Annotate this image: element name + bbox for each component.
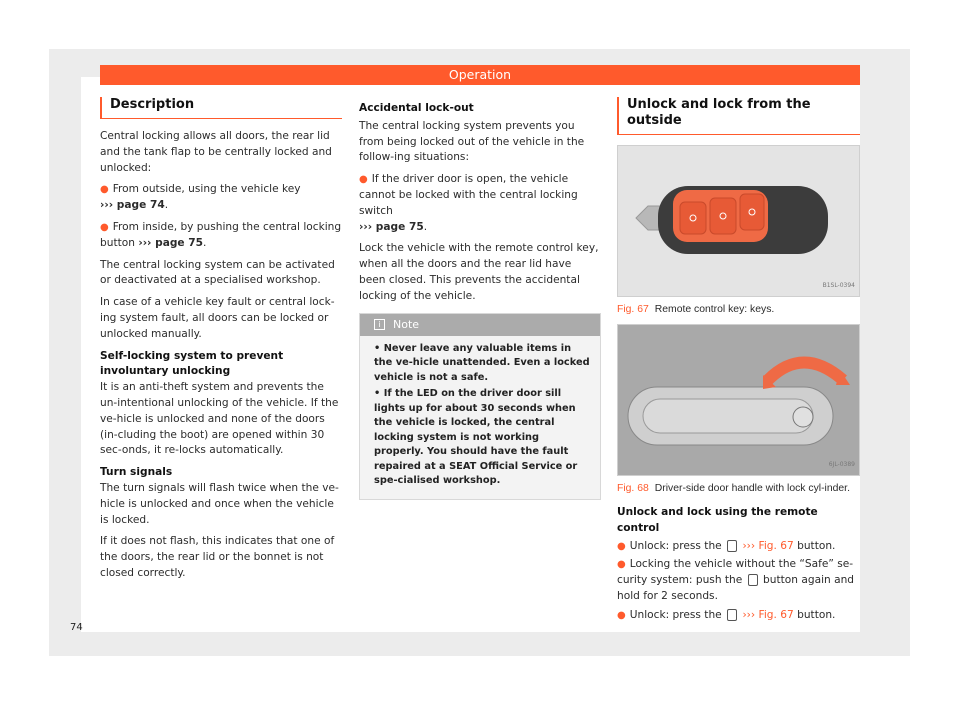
bullet-icon: ●: [617, 609, 626, 621]
note-box: [359, 313, 601, 500]
remote-key-illustration: [618, 146, 859, 296]
page-link[interactable]: ››› page 75: [138, 236, 204, 249]
note-item: • If the LED on the driver door sill lights up for about 30 seconds when the vehicle is locked, the central locking system is not working properly. You should have the fault repaired at a SEAT Official Service or spe-cialised workshop.: [374, 388, 578, 487]
middle-column: [359, 101, 601, 500]
page-link[interactable]: ››› page 75: [359, 220, 424, 233]
section-title: Description: [100, 97, 342, 119]
note-header: i Note: [360, 314, 600, 336]
bullet-icon: •: [374, 342, 384, 354]
unlock-button-icon: [727, 540, 737, 552]
left-column: [100, 97, 342, 588]
figure-remote-key: [617, 145, 860, 297]
subheading: Accidental lock-out: [359, 102, 474, 114]
bullet-icon: ●: [100, 184, 109, 196]
list-item: ● From outside, using the vehicle key ››› page 74.: [100, 183, 301, 212]
bullet-icon: •: [374, 388, 384, 400]
bullet-icon: ●: [617, 540, 626, 552]
list-item: ● Unlock: press the ››› Fig. 67 button.: [617, 608, 836, 621]
subheading: Unlock and lock using the remote control: [617, 506, 818, 534]
section-title: Unlock and lock from the outside: [617, 97, 860, 135]
figure-caption: Fig. 68 Driver-side door handle with lock cyl-inder.: [617, 483, 850, 494]
bullet-icon: ●: [100, 221, 109, 233]
list-item: ● If the driver door is open, the vehicle cannot be locked with the central locking switch ››› page 75.: [359, 173, 578, 233]
page-number: 74: [70, 622, 83, 633]
note-body: [360, 336, 600, 499]
bullet-icon: ●: [359, 174, 368, 186]
figure-link[interactable]: ››› Fig. 67: [742, 608, 794, 621]
figure-code: 6JL-0389: [828, 461, 855, 469]
paragraph: It is an anti-theft system and prevents the un-intentional unlocking of the vehicle. If the ve-hicle is unlocked and none of the doors (in-cluding the boot) are opened within 30 sec-onds, it re-locks automatically.: [100, 381, 339, 457]
door-handle-illustration: [618, 325, 859, 475]
paragraph: The central locking system can be activated or deactivated at a specialised workshop.: [100, 258, 335, 287]
paragraph: The turn signals will flash twice when the ve-hicle is unlocked and once when the vehicle is locked.: [100, 481, 339, 526]
note-item: • Never leave any valuable items in the ve-hicle unattended. Even a locked vehicle is not a safe.: [374, 342, 590, 383]
paragraph: In case of a vehicle key fault or central lock-ing system fault, all doors can be locked or unlocked manually.: [100, 296, 335, 340]
list-item: ● From inside, by pushing the central locking button ››› page 75.: [100, 220, 342, 249]
boot-button-icon: [727, 609, 737, 621]
figure-caption: Fig. 67 Remote control key: keys.: [617, 304, 775, 315]
paragraph: The central locking system prevents you from being locked out of the vehicle in the follow-ing situations:: [359, 119, 585, 164]
subheading: Self-locking system to prevent involuntary unlocking: [100, 349, 284, 378]
right-column: [617, 97, 860, 630]
lock-button-icon: [748, 574, 758, 586]
figure-door-handle: [617, 324, 860, 476]
subheading: Turn signals: [100, 466, 173, 479]
intro-paragraph: Central locking allows all doors, the rear lid and the tank flap to be centrally locked and unlocked:: [100, 130, 332, 174]
paragraph: If it does not flash, this indicates that one of the doors, the rear lid or the bonnet is not closed correctly.: [100, 535, 335, 579]
figure-link[interactable]: ››› Fig. 67: [742, 539, 794, 552]
figure-code: B1SL-0394: [822, 282, 855, 290]
bullet-icon: ●: [617, 559, 626, 571]
list-item: ● Locking the vehicle without the “Safe” se-curity system: push the button again and hold for 2 seconds.: [617, 558, 855, 602]
paragraph: Lock the vehicle with the remote control key, when all the doors and the rear lid have been closed. This prevents the accidental locking of the vehicle.: [359, 242, 599, 302]
list-item: ● Unlock: press the ››› Fig. 67 button.: [617, 539, 836, 552]
section-banner: Operation: [100, 65, 860, 85]
info-icon: i: [374, 319, 385, 330]
page-link[interactable]: ››› page 74: [100, 199, 165, 212]
